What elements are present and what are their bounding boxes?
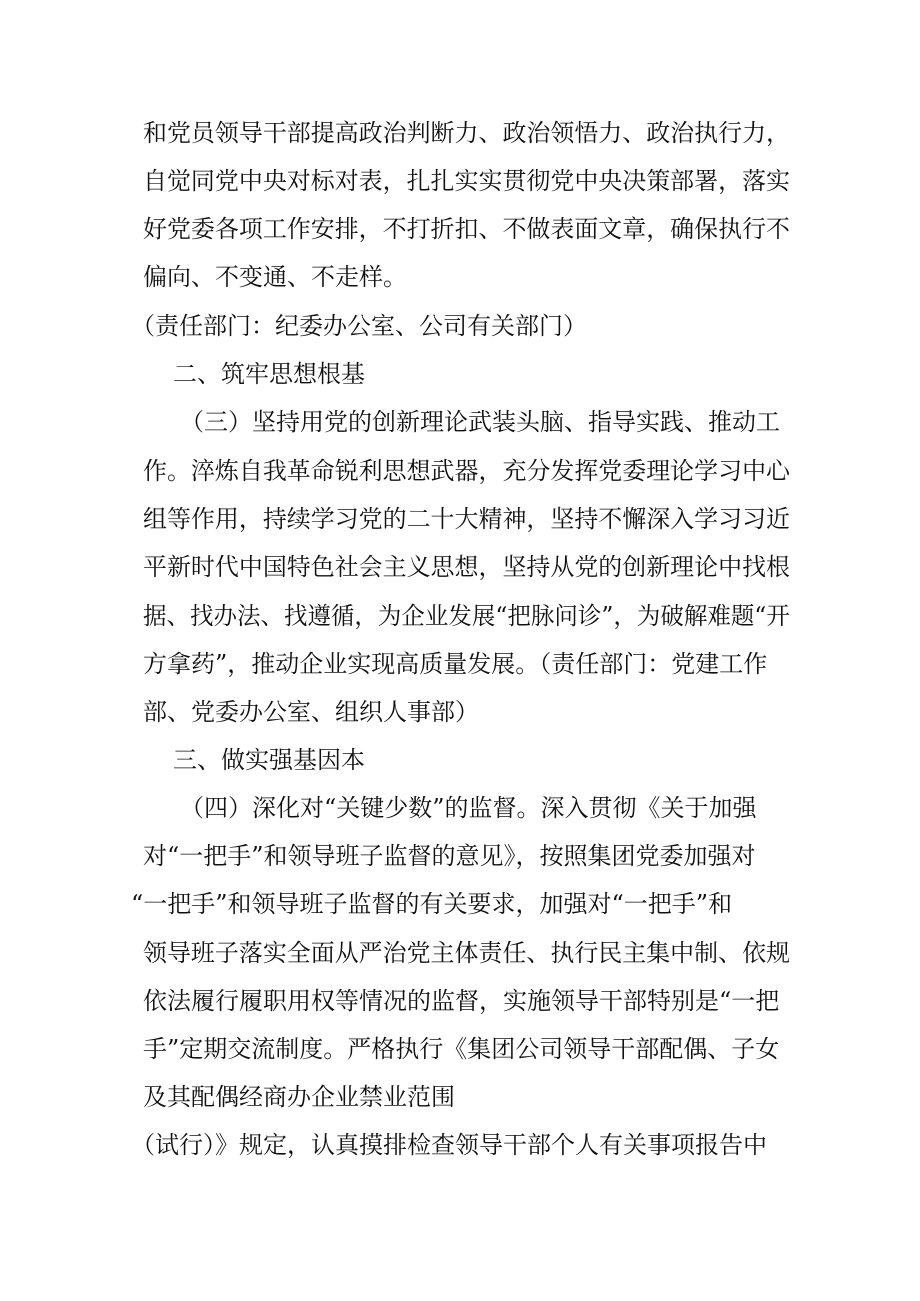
text-line: “一把手”和领导班子监督的有关要求，加强对“一把手”和 (131, 890, 733, 918)
text-line: 和党员领导干部提高政治判断力、政治领悟力、政治执行力， (143, 119, 790, 147)
section-heading: 三、做实强基因本 (173, 746, 365, 774)
text-line: 平新时代中国特色社会主义思想，坚持从党的创新理论中找根 (143, 553, 790, 581)
text-line: 偏向、不变通、不走样。 (143, 263, 407, 291)
text-line: 依法履行履职用权等情况的监督，实施领导干部特别是“一把 (143, 987, 780, 1015)
text-line: 自觉同党中央对标对表，扎扎实实贯彻党中央决策部署，落实 (143, 167, 790, 195)
section-heading: 二、筑牢思想根基 (173, 360, 365, 388)
text-line: 及其配偶经商办企业禁业范围 (143, 1083, 455, 1111)
text-line: 作。淬炼自我革命锐利思想武器，充分发挥党委理论学习中心 (143, 457, 790, 485)
text-line: 领导班子落实全面从严治党主体责任、执行民主集中制、依规 (143, 939, 790, 967)
text-line: 方拿药”，推动企业实现高质量发展。（责任部门：党建工作 (143, 650, 768, 678)
text-line: 好党委各项工作安排，不打折扣、不做表面文章，确保执行不 (143, 215, 790, 243)
text-line: 据、找办法、找遵循，为企业发展“把脉问诊”，为破解难题“开 (143, 602, 790, 630)
text-line: 部、党委办公室、组织人事部） (143, 698, 479, 726)
text-line: 对“一把手”和领导班子监督的意见》，按照集团党委加强对 (143, 842, 756, 870)
text-line: （试行）》规定，认真摸排检查领导干部个人有关事项报告中 (131, 1131, 767, 1159)
text-line: （四）深化对“关键少数”的监督。深入贯彻《关于加强 (180, 794, 757, 822)
text-line: （三）坚持用党的创新理论武装头脑、指导实践、推动工 (180, 408, 780, 436)
text-line: （责任部门：纪委办公室、公司有关部门） (131, 312, 587, 340)
text-line: 组等作用，持续学习党的二十大精神，坚持不懈深入学习习近 (143, 505, 790, 533)
text-line: 手”定期交流制度。严格执行《集团公司领导干部配偶、子女 (143, 1035, 780, 1063)
